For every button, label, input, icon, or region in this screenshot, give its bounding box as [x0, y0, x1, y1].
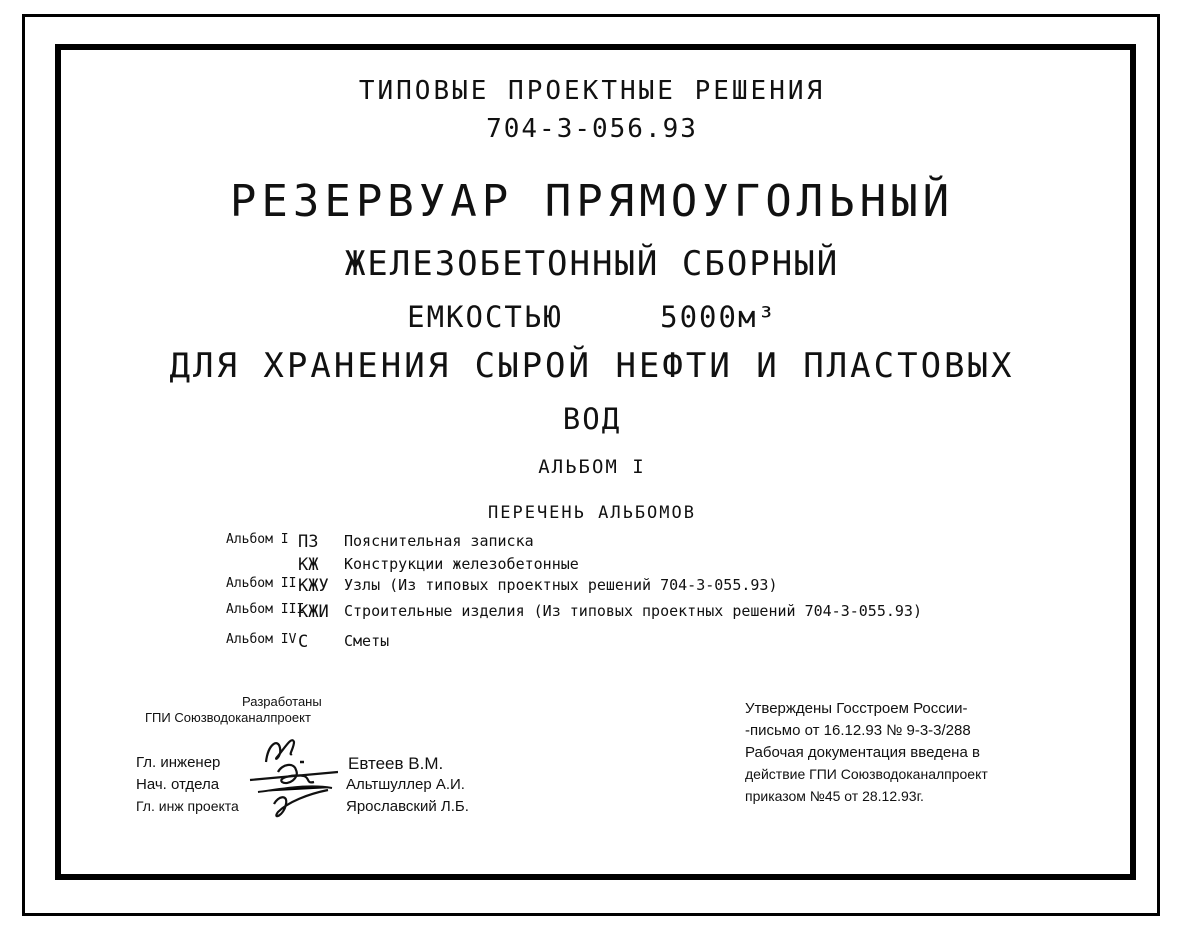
album-code: С	[298, 632, 309, 652]
handwritten-signatures	[248, 732, 338, 828]
approval-line: Рабочая документация введена в	[745, 744, 980, 761]
album-label: Альбом II	[226, 576, 297, 591]
signature-role: Нач. отдела	[136, 776, 220, 793]
approval-line: -письмо от 16.12.93 № 9-3-3/288	[745, 722, 971, 739]
album-description: Сметы	[344, 632, 390, 650]
developer-label: Разработаны	[242, 694, 322, 709]
album-code: КЖИ	[298, 602, 329, 622]
purpose-line-end: ВОД	[562, 402, 622, 436]
signature-name: Альтшуллер А.И.	[346, 776, 465, 793]
album-description: Конструкции железобетонные	[344, 555, 579, 573]
album-list-heading: ПЕРЕЧЕНЬ АЛЬБОМОВ	[488, 503, 696, 523]
signature-role: Гл. инж проекта	[136, 798, 239, 814]
album-label: Альбом IV	[226, 632, 297, 647]
approval-line: действие ГПИ Союзводоканалпроект	[745, 766, 988, 782]
album-description: Узлы (Из типовых проектных решений 704-3-055.93)	[344, 576, 778, 594]
signature-role: Гл. инженер	[136, 754, 221, 771]
capacity-prefix: ЕМКОСТЬЮ	[407, 300, 563, 334]
album-code: КЖУ	[298, 576, 329, 596]
album-label: Альбом I	[226, 532, 289, 547]
album-code: ПЗ	[298, 532, 319, 552]
main-title: РЕЗЕРВУАР ПРЯМОУГОЛЬНЫЙ	[229, 176, 955, 227]
signature-name: Евтеев В.М.	[348, 754, 444, 773]
project-number: 704-3-056.93	[486, 114, 698, 144]
album-label: Альбом III	[226, 602, 305, 617]
signature-name: Ярославский Л.Б.	[346, 798, 469, 815]
developer-org: ГПИ Союзводоканалпроект	[145, 710, 311, 725]
capacity-line	[0, 300, 1184, 334]
subtitle-material: ЖЕЛЕЗОБЕТОННЫЙ СБОРНЫЙ	[344, 244, 840, 284]
album-code: КЖ	[298, 555, 319, 575]
series-title: ТИПОВЫЕ ПРОЕКТНЫЕ РЕШЕНИЯ	[358, 76, 826, 106]
album-description: Строительные изделия (Из типовых проектных решений 704-3-055.93)	[344, 602, 922, 620]
purpose-line: ДЛЯ ХРАНЕНИЯ СЫРОЙ НЕФТИ И ПЛАСТОВЫХ	[169, 346, 1015, 386]
album-description: Пояснительная записка	[344, 532, 534, 550]
capacity-value: 5000м³	[660, 300, 777, 334]
album-number: АЛЬБОМ I	[538, 456, 646, 478]
approval-line: приказом №45 от 28.12.93г.	[745, 788, 924, 804]
approval-line: Утверждены Госстроем России-	[745, 700, 968, 717]
